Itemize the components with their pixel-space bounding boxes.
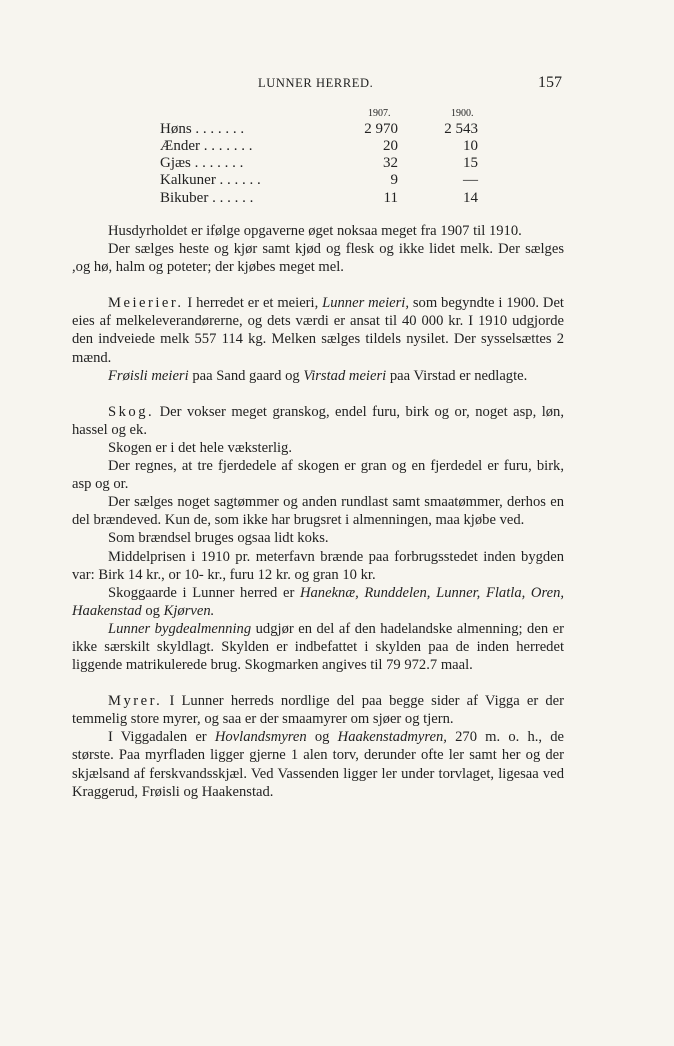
paragraph-nedlagte-meierier: Frøisli meieri paa Sand gaard og Virstad meieri paa Virstad er nedlagte.: [108, 367, 528, 384]
year-header-1900: 1900.: [451, 108, 474, 119]
paragraph-salg: Der sælges heste og kjør samt kjød og flesk og ikke lidet melk. Der sælges ,og hø, halm og poteter; der kjøbes meget mel.: [72, 241, 564, 276]
running-header: [0, 76, 674, 96]
table-row: [160, 172, 490, 190]
table-row: [160, 190, 490, 208]
row-label: Bikuber . . . . . .: [160, 190, 254, 206]
value-1900: 2 543: [444, 121, 478, 137]
row-label: Gjæs . . . . . . .: [160, 155, 244, 171]
paragraph-myrer: Myrer. I Lunner herreds nordlige del paa begge sider af Vigga er der temmelig store myrer, og saa er der smaamyrer om sjøer og tjern.: [72, 693, 564, 728]
table-row: [160, 121, 490, 139]
paragraph-sagtommer: Der sælges noget sagtømmer og anden rundlast samt smaatømmer, derhos en del brændeved. Kun de, som ikke har brugsret i almenningen, maa kjøbe ved.: [72, 494, 564, 529]
paragraph-meierier: Meierier. I herredet er et meieri, Lunner meieri, som begyndte i 1900. Det eies af melkeleverandørerne, og dets værdi er ansat til 40 000 kr. I 1910 udgjorde den indveiede melk 557 114 kg. Melken sælges tildels nysilet. Der sysselsættes 2 mænd.: [72, 295, 564, 366]
value-1907: 9: [390, 172, 398, 188]
row-label: Kalkuner . . . . . .: [160, 172, 261, 188]
paragraph-skoggaarde: Skoggaarde i Lunner herred er Haneknæ, Runddelen, Lunner, Flatla, Oren, Haakenstad og Kjørven.: [72, 584, 565, 619]
table-row: [160, 138, 490, 156]
paragraph-skog: Skog. Der vokser meget granskog, endel furu, birk og or, noget asp, løn, hassel og ek.: [72, 403, 564, 438]
section-heading-myrer: Myrer.: [108, 693, 163, 710]
paragraph-koks: Som brændsel bruges ogsaa lidt koks.: [108, 530, 329, 547]
page-number: 157: [538, 74, 562, 91]
value-1900: —: [463, 172, 478, 188]
value-1900: 14: [463, 190, 478, 206]
value-1907: 32: [383, 155, 398, 171]
paragraph-vaeksterlig: Skogen er i det hele væksterlig.: [108, 439, 293, 456]
value-1907: 2 970: [364, 121, 398, 137]
paragraph-middelpris: Middelprisen i 1910 pr. meterfavn brænde paa forbrugsstedet inden bygden var: Birk 14 kr., or 10- kr., furu 12 kr. og gran 10 kr.: [72, 548, 564, 583]
paragraph-fjerdedele: Der regnes, at tre fjerdedele af skogen er gran og en fjerdedel er furu, birk, asp og or.: [72, 458, 564, 493]
body-text: [72, 222, 564, 801]
row-label: Ænder . . . . . . .: [160, 138, 253, 154]
header-title: LUNNER HERRED.: [258, 76, 374, 90]
value-1900: 10: [463, 138, 478, 154]
section-heading-skog: Skog.: [108, 403, 155, 420]
paragraph-bygdealmenning: Lunner bygdealmenning udgjør en del af den hadelandske almenning; den er ikke særskilt skyldlagt. Skylden er indbefattet i skylden paa de inden herredet liggende matrikulerede brug. Skogmarken angives til 79 972.7 maal.: [72, 620, 564, 674]
value-1907: 20: [383, 138, 398, 154]
section-heading-meierier: Meierier.: [108, 295, 184, 312]
paragraph-husdyrhold: Husdyrholdet er ifølge opgaverne øget noksaa meget fra 1907 til 1910.: [108, 223, 522, 239]
table-row: [160, 155, 490, 173]
value-1907: 11: [383, 190, 398, 206]
row-label: Høns . . . . . . .: [160, 121, 245, 137]
value-1900: 15: [463, 155, 478, 171]
year-header-1907: 1907.: [368, 108, 391, 119]
paragraph-viggadalen: I Viggadalen er Hovlandsmyren og Haakenstadmyren, 270 m. o. h., de største. Paa myrfladen ligger gjerne 1 alen torv, derunder ofte ler samt her og der skjælsand af ferskvandsskjæl. Ved Vassenden ligger ler under torvlaget, ligesaa ved Kraggerud, Frøisli og Haakenstad.: [72, 729, 565, 800]
